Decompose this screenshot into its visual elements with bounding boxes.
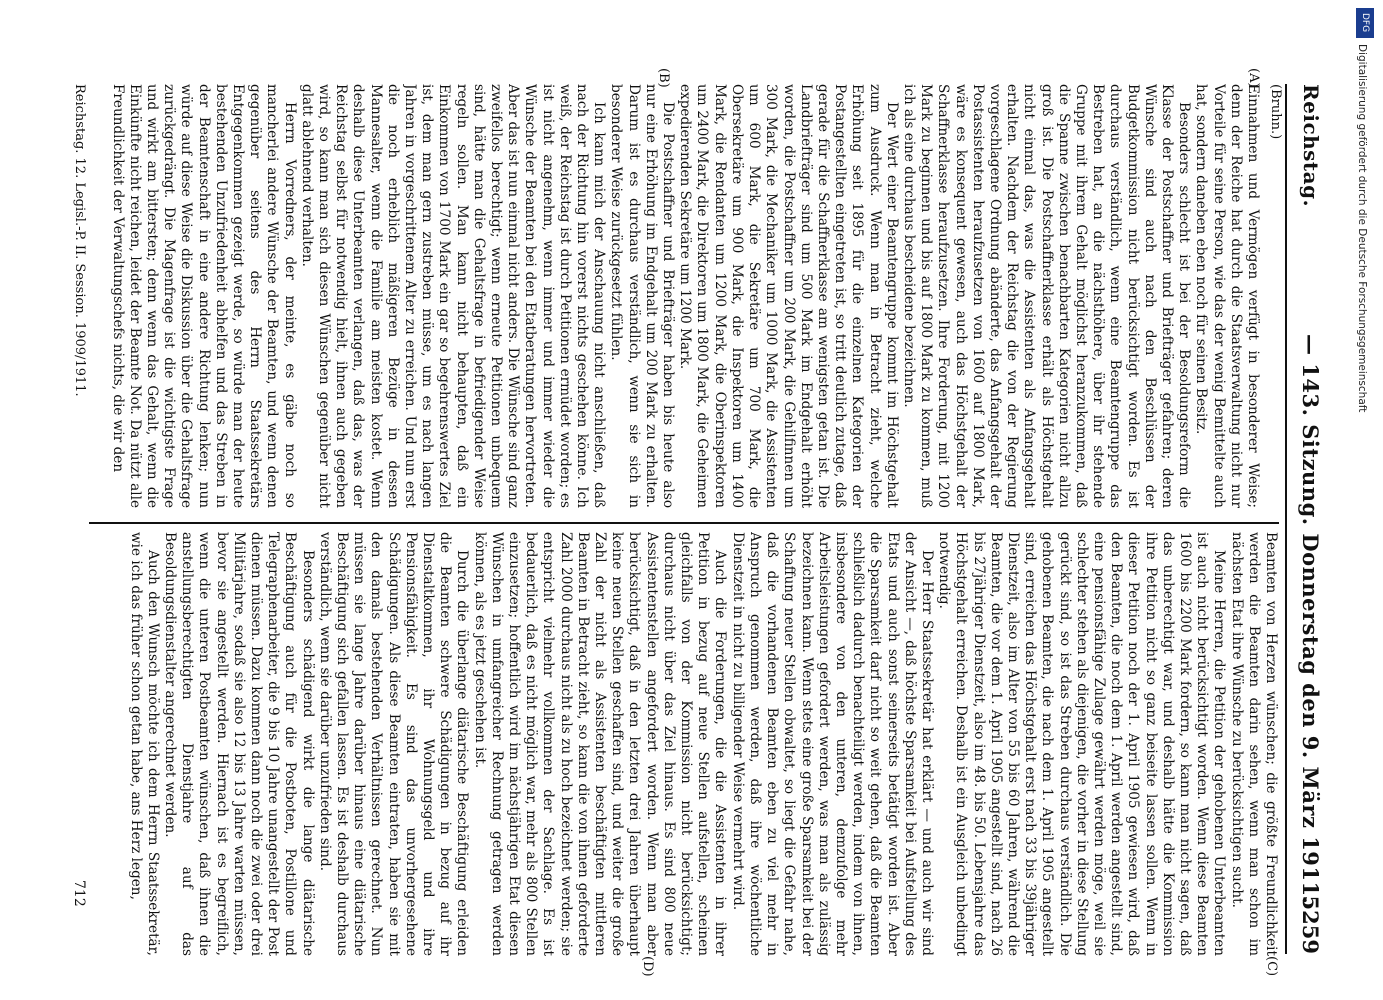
paragraph: Der Wert einer Beamtengruppe kommt im Höchstgehalt zum Ausdruck. Wenn man in Betracht zieht, welche Erhöhung seit 1895 für die einzelnen Kategorien der Postangestellten eingetreten ist, so tritt deutlich zutage, daß gerade für die Schaffnerklasse am wenigsten getan ist. Die Landbriefträger sind um 500 Mark im Endgehalt erhöht worden, die Postschaffner um 200 Mark, die Gehilfinnen um 300 Mark, die Mechaniker um 1000 Mark, die Assistenten um 600 Mark, die Sekretäre um 700 Mark, die Obersekretäre um 900 Mark, die Inspektoren um 1400 Mark, die Rendanten um 1200 Mark, die Oberinspektoren um 2400 Mark, die Direktoren um 1800 Mark, die Geheimen expedierenden Sekretäre um 1200 Mark. bbox=[677, 84, 900, 508]
paragraph: Die Postschaffner und Briefträger haben bis heute also nur eine Erhöhung im Endgehalt um 200 Mark zu erhalten. Darum ist es durchaus verständlich, wenn sie sich in besonderer Weise zurückgesetzt fühlen. bbox=[608, 84, 677, 508]
paragraph: Meine Herren, die Petition der gehobenen Unterbeamten ist auch nicht berücksichtigt worden. Wenn diese Beamten 1600 bis 2200 Mark fordern, so kann man nicht sagen, daß das unberechtigt war, und deshalb hätte die Kommission ihre Petition nicht so ganz beiseite lassen sollen. Wenn in dieser Petition noch der 1. April 1905 gewiesen wird, daß den Beamten, die noch dem 1. April werden angestellt sind, eine pensionsfähige Zulage gewährt werden möge, weil sie schlechter stehen als diejenigen, die vorher in diese Stellung gerückt sind, so ist das Streben durchaus verständlich. Die gehobenen Beamten, die nach dem 1. April 1905 angestellt sind, erreichen das Höchstgehalt erst nach 33 bis 39jähriger Dienstzeit, also im Alter von 55 bis 60 Jahren, während die Beamten, die vor dem 1. April 1905 angestellt sind, nach 26 bis 27jähriger Dienstzeit, also im 48. bis 50. Lebensjahre das Höchstgehalt erreichen. Deshalb ist ein Ausgleich unbedingt notwendig. bbox=[936, 532, 1228, 956]
digitization-credit: Digitalisierung gefördert durch die Deutsche Forschungsgemeinschaft bbox=[1356, 44, 1368, 413]
page-footer bbox=[67, 84, 87, 954]
paragraph: Herrn Vorredners, der meinte, es gäbe noch so mancherlei andere Wünsche der Beamten, und wenn denen gegenüber seitens des Herrn Staatssekretärs Entgegenkommen gezeigt werde, so würde man der heute bestehenden Unzufriedenheit abhelfen und das Streben in der Beamtenschaft in eine andere Richtung lenken; nun würde auf diese Weise die Diskussion über die Gehaltsfrage zurückgedrängt. Die Magenfrage ist die wichtigste Frage und wirkt am bittersten; denn wenn das Gehalt, wenn die Einkünfte nicht reichen, leidet der Beamte Not. Da nützt alle Freundlichkeit der Verwaltungschefs nichts, die wir den bbox=[109, 84, 298, 508]
header-rule bbox=[1285, 84, 1287, 954]
paragraph: Beamten von Herzen wünschen; die größte Freundlichkeit werden die Beamten darin sehen, wenn man schon im nächsten Etat ihre Wünsche zu berücksichtigen sucht. bbox=[1228, 532, 1279, 956]
footer-citation: Reichstag. 12. Legisl.-P. II. Session. 1909/1911. bbox=[72, 84, 87, 397]
digitization-note bbox=[1354, 8, 1376, 668]
speaker-marker: (Bruhn.) bbox=[1268, 84, 1283, 140]
page-number: 5259 bbox=[1298, 895, 1323, 954]
dfg-logo-icon: DFG bbox=[1356, 8, 1374, 38]
paragraph: Der Herr Staatssekretär hat erklärt — und auch wir sind der Ansicht —, daß höchste Sparsamkeit bei Aufstellung des Etats und auch sonst seinerseits betätigt worden ist. Aber die Sparsamkeit darf nicht so weit gehen, daß die Beamten schließlich dadurch benachteiligt werden, indem von ihnen, insbesondere von den unteren, demzufolge mehr Arbeitsleistungen gefordert werden, was man als zulässig bezeichnen kann. Wenn stets eine große Sparsamkeit bei der Schaffung neuer Stellen obwaltet, so liegt die Gefahr nahe, daß die vorhandenen Beamten eben zu viel mehr in Anspruch genommen werden, daß ihre wöchentliche Dienstzeit in nicht zu billigender Weise vermehrt wird. bbox=[729, 532, 935, 956]
margin-marker-b: (B) bbox=[656, 68, 671, 88]
right-text-column bbox=[89, 532, 1279, 956]
paragraph: Durch die überlange diätarische Beschäftigung erleiden die Beamten schwere Schädigungen in bezug auf ihr Dienstaltkommen, ihr Wohnungsgeld und ihre Pensionsfähigkeit. Es sind das unvorhergesehene Schädigungen. Als diese Beamten eintraten, haben sie mit den damals bestehenden Verhältnissen gerechnet. Nun müssen sie lange Jahre darüber hinaus eine diätarische Beschäftigung sich gefallen lassen. Es ist deshalb durchaus verständlich, wenn sie darüber unzufrieden sind. bbox=[316, 532, 471, 956]
header-left: Reichstag. bbox=[1299, 84, 1323, 208]
margin-marker-a: (A) bbox=[1246, 68, 1261, 88]
paragraph: Besonders schädigend wirkt die lange diätarische Beschäftigung auch für die Postboten, Postillone und Telegraphenarbeiter, die 9 bis 10 Jahre unangestellt der Post dienen müssen. Dazu kommen dann noch die zwei oder drei Militärjahre, sodaß sie also 12 bis 13 Jahre warten müssen, bevor sie angestellt werden. Hiernach ist es begreiflich, wenn die unteren Postbeamten wünschen, daß ihnen die anstellungsberechtigten Dienstjahre auf das Besoldungsdienstalter angerechnet werden. bbox=[162, 532, 316, 956]
paragraph: Ich kann mich der Anschauung nicht anschließen, daß nach der Richtung hin vorerst nichts geschehen könne. Ich weiß, der Reichstag ist durch Petitionen ermüdet worden; es ist nicht angenehm, wenn immer und immer wieder die Wünsche der Beamten bei den Etatberatungen hervortreten. Aber das ist nun einmal nicht anders. Die Wünsche sind ganz zweifellos berechtigt; wenn erneute Petitionen unbequem sind, hätte man die Gehaltsfrage in befriedigender Weise regeln sollen. Man kann nicht behaupten, daß ein Einkommen von 1700 Mark ein gar so begehrenswertes Ziel ist, dem man gern zustreben müsse, um es nach langen Jahren in vorgeschrittenem Alter zu erreichen. Und nun erst die noch erheblich mäßigeren Bezüge in dessen Mannesalter, wenn die Familie am meisten kostet. Wenn deshalb diese Unterbeamten verlangen, daß das, was der Reichstag selbst für notwendig hielt, ihnen auch gegeben wird, so kann man sich diesen Wünschen gegenüber nicht glatt ablehnend verhalten. bbox=[298, 84, 608, 508]
footer-number: 712 bbox=[71, 880, 87, 907]
column-divider bbox=[89, 522, 1279, 524]
left-text-column bbox=[71, 84, 1261, 508]
header-center: — 143. Sitzung. Donnerstag den 9. März 1911. bbox=[1298, 334, 1323, 905]
paragraph: Auch die Forderungen, die die Assistenten in ihrer Petition in bezug auf neue Stellen aufstellen, scheinen gleichfalls von der Kommission nicht berücksichtigt; durchaus nicht über das Ziel hinaus. Es sind 800 neue Assistentenstellen angefordert worden. Wenn man aber berücksichtigt, daß in den letzten drei Jahren überhaupt keine neuen Stellen geschaffen sind, und weiter die große Zahl der nicht als Assistenten beschäftigten mittleren Beamten in Betracht zieht, so kann die von ihnen geforderte Zahl 2000 durchaus nicht als zu hoch bezeichnet werden; sie entspricht vielmehr vollkommen der Sachlage. Es ist bedauerlich, daß es nicht möglich war, mehr als 800 Stellen einzusetzen; hoffentlich wird im nächstjährigen Etat diesen Wünschen in umfangreicher Rechnung getragen werden können, als es jetzt geschehen ist. bbox=[471, 532, 729, 956]
paragraph: Besonders schlecht ist bei der Besoldungsreform die Klasse der Postschaffner und Briefträger gefahren; deren Wünsche sind auch nach den Beschlüssen der Budgetkommission nicht berücksichtigt worden. Es ist durchaus verständlich, wenn eine Beamtengruppe das Bestreben hat, an die nächsthöhere, über ihr stehende Gruppe mit ihrem Gehalt möglichst heranzukommen, daß die Spanne zwischen benachbarten Kategorien nicht allzu groß ist. Die Postschaffnerklasse erhält als Höchstgehalt nicht einmal das, was die Assistenten als Anfangsgehalt erhalten. Nachdem der Reichstag die von der Regierung vorgeschlagene Ordnung abänderte, das Anfangsgehalt der Postassistenten heraufzusetzen von 1600 auf 1800 Mark, wäre es konsequent gewesen, auch das Höchstgehalt der Schaffnerklasse heraufzusetzen. Ihre Forderung, mit 1200 Mark zu beginnen und bis auf 1800 Mark zu kommen, muß ich als eine durchaus bescheidene bezeichnen. bbox=[900, 84, 1193, 508]
paragraph: Auch den Wunsch möchte ich dem Herrn Staatssekretär, wie ich das früher schon getan habe, ans Herz legen, bbox=[127, 532, 161, 956]
margin-marker-d: (D) bbox=[640, 956, 655, 977]
page-header bbox=[1289, 84, 1329, 954]
paragraph: Einnahmen und Vermögen verfügt in besonderer Weise; denn der Reiche hat durch die Staatsverwaltung nicht nur Vorteile für seine Person, wie das der wenig Bemittelte auch hat, sondern daneben eben noch für seinen Besitz. bbox=[1193, 84, 1261, 508]
margin-marker-c: (C) bbox=[1264, 956, 1279, 977]
